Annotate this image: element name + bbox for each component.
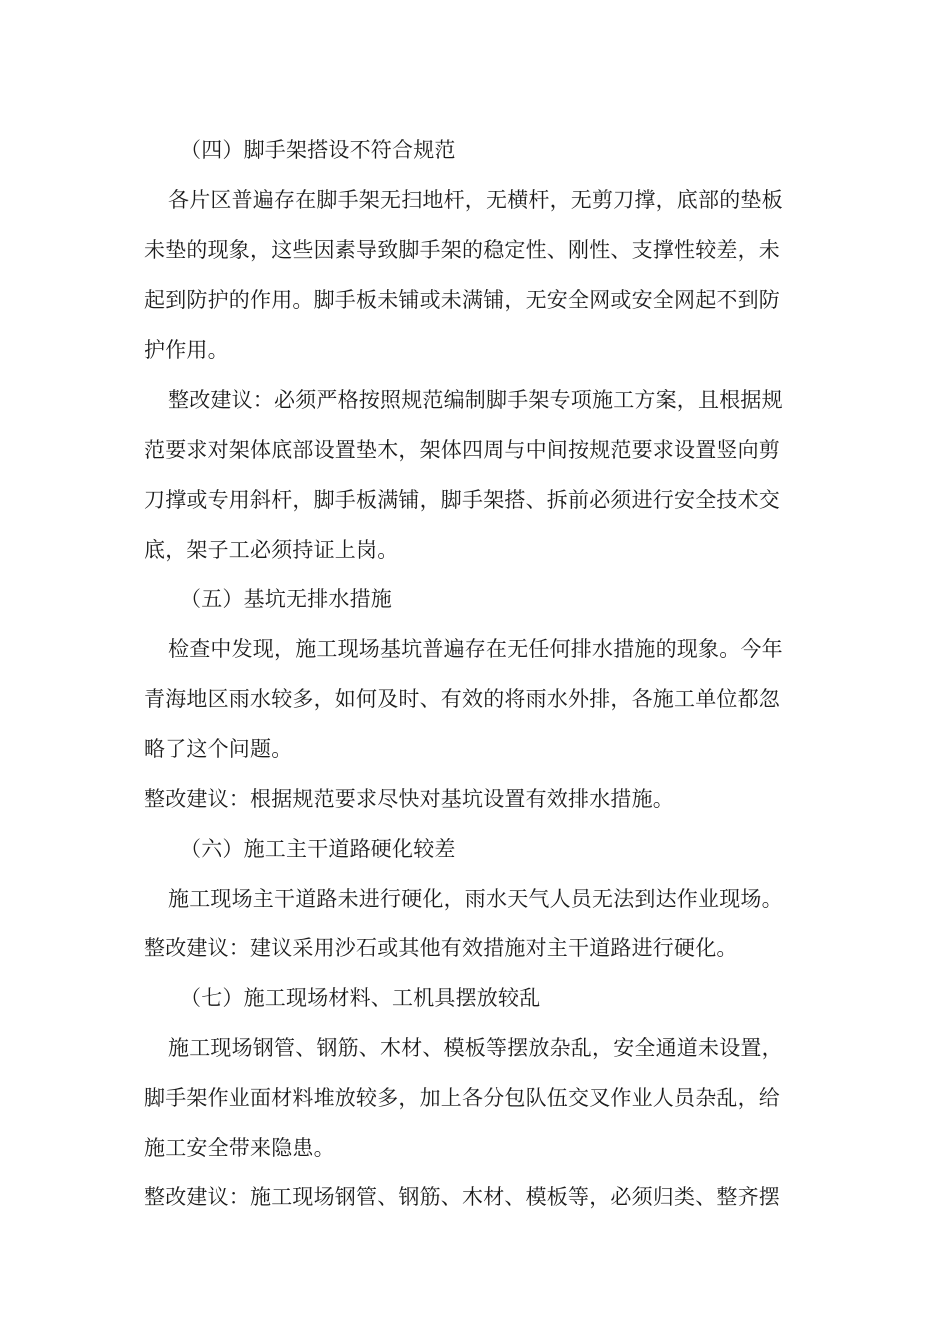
paragraph-line: 整改建议：根据规范要求尽快对基坑设置有效排水措施。 bbox=[144, 787, 674, 811]
section-heading-7: （七）施工现场材料、工机具摆放较乱 bbox=[180, 986, 541, 1010]
paragraph-line: 底，架子工必须持证上岗。 bbox=[144, 538, 399, 562]
section-heading-5: （五）基坑无排水措施 bbox=[180, 587, 392, 611]
paragraph-line: 整改建议：施工现场钢管、钢筋、木材、模板等，必须归类、整齐摆 bbox=[144, 1185, 780, 1209]
paragraph-line: 各片区普遍存在脚手架无扫地杆，无横杆，无剪刀撑，底部的垫板 bbox=[168, 188, 783, 212]
paragraph-line: 施工现场主干道路未进行硬化，雨水天气人员无法到达作业现场。 bbox=[168, 887, 783, 911]
section-heading-6: （六）施工主干道路硬化较差 bbox=[180, 837, 456, 861]
paragraph-line: 起到防护的作用。脚手板未铺或未满铺，无安全网或安全网起不到防 bbox=[144, 288, 780, 312]
paragraph-line: 整改建议：建议采用沙石或其他有效措施对主干道路进行硬化。 bbox=[144, 936, 738, 960]
section-heading-4: （四）脚手架搭设不符合规范 bbox=[180, 138, 456, 162]
paragraph-line: 脚手架作业面材料堆放较多，加上各分包队伍交叉作业人员杂乱，给 bbox=[144, 1086, 780, 1110]
paragraph-line: 施工现场钢管、钢筋、木材、模板等摆放杂乱，安全通道未设置， bbox=[168, 1036, 783, 1060]
paragraph-line: 刀撑或专用斜杆，脚手板满铺，脚手架搭、拆前必须进行安全技术交 bbox=[144, 488, 780, 512]
paragraph-line: 施工安全带来隐患。 bbox=[144, 1136, 335, 1160]
paragraph-line: 青海地区雨水较多，如何及时、有效的将雨水外排，各施工单位都忽 bbox=[144, 687, 780, 711]
paragraph-line: 未垫的现象，这些因素导致脚手架的稳定性、刚性、支撑性较差，未 bbox=[144, 238, 780, 262]
paragraph-line: 略了这个问题。 bbox=[144, 737, 293, 761]
paragraph-line: 检查中发现，施工现场基坑普遍存在无任何排水措施的现象。今年 bbox=[168, 637, 783, 661]
paragraph-line: 范要求对架体底部设置垫木，架体四周与中间按规范要求设置竖向剪 bbox=[144, 438, 780, 462]
paragraph-line: 护作用。 bbox=[144, 338, 229, 362]
paragraph-line: 整改建议：必须严格按照规范编制脚手架专项施工方案，且根据规 bbox=[168, 388, 783, 412]
